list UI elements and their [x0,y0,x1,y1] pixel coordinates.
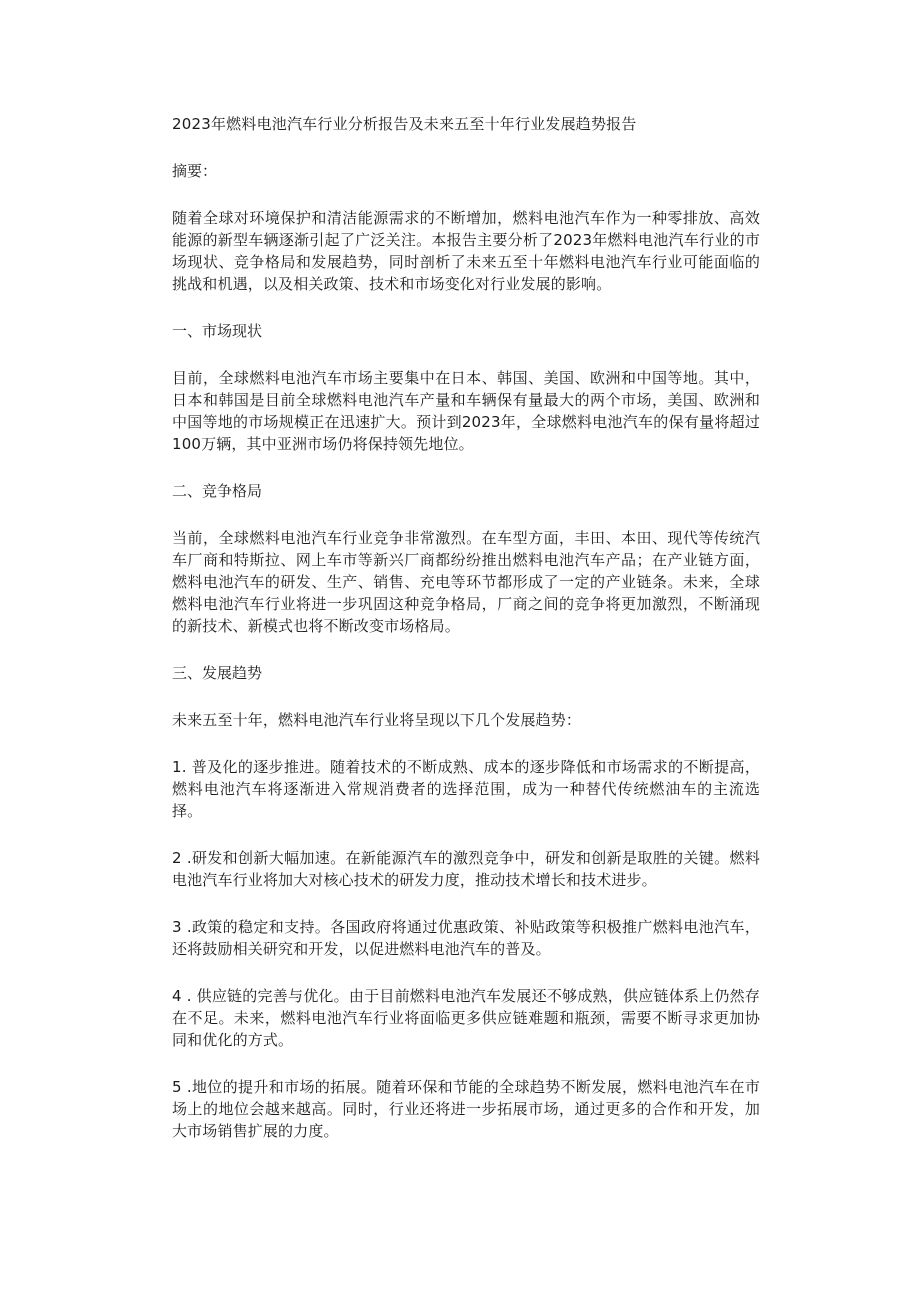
trend-item-1: 1. 普及化的逐步推进。随着技术的不断成熟、成本的逐步降低和市场需求的不断提高，燃料电池汽车将逐渐进入常规消费者的选择范围，成为一种替代传统燃油车的主流选择。 [172,758,760,820]
section-paragraph-market: 目前，全球燃料电池汽车市场主要集中在日本、韩国、美国、欧洲和中国等地。其中，日本和韩国是目前全球燃料电池汽车产量和车辆保有量最大的两个市场，美国、欧洲和中国等地的市场规模正在迅速扩大。预计到2023年，全球燃料电池汽车的保有量将超过100万辆，其中亚洲市场仍将保持领先地位。 [172,369,760,453]
abstract-label: 摘要： [172,162,218,180]
section-paragraph-competition: 当前，全球燃料电池汽车行业竞争非常激烈。在车型方面，丰田、本田、现代等传统汽车厂商和特斯拉、网上车市等新兴厂商都纷纷推出燃料电池汽车产品；在产业链方面，燃料电池汽车的研发、生产、销售、充电等环节都形成了一定的产业链条。未来，全球燃料电池汽车行业将进一步巩固这种竞争格局，厂商之间的竞争将更加激烈，不断涌现的新技术、新模式也将不断改变市场格局。 [172,529,760,635]
trend-item-5: 5 .地位的提升和市场的拓展。随着环保和节能的全球趋势不断发展，燃料电池汽车在市场上的地位会越来越高。同时，行业还将进一步拓展市场，通过更多的合作和开发，加大市场销售扩展的力度。 [172,1078,760,1140]
trend-item-4: 4 . 供应链的完善与优化。由于目前燃料电池汽车发展还不够成熟，供应链体系上仍然存在不足。未来，燃料电池汽车行业将面临更多供应链难题和瓶颈，需要不断寻求更加协同和优化的方式。 [172,987,760,1049]
document-page [172,113,760,1167]
section-heading-trends: 三、发展趋势 [172,664,263,682]
trend-item-3: 3 .政策的稳定和支持。各国政府将通过优惠政策、补贴政策等积极推广燃料电池汽车，还将鼓励相关研究和开发，以促进燃料电池汽车的普及。 [172,918,760,958]
section-heading-competition: 二、竞争格局 [172,482,263,500]
section-heading-market: 一、市场现状 [172,322,263,340]
abstract-paragraph: 随着全球对环境保护和清洁能源需求的不断增加，燃料电池汽车作为一种零排放、高效能源的新型车辆逐渐引起了广泛关注。本报告主要分析了2023年燃料电池汽车行业的市场现状、竞争格局和发展趋势，同时剖析了未来五至十年燃料电池汽车行业可能面临的挑战和机遇，以及相关政策、技术和市场变化对行业发展的影响。 [172,209,760,293]
section-paragraph-trends-intro: 未来五至十年，燃料电池汽车行业将呈现以下几个发展趋势： [172,711,582,729]
trend-item-2: 2 .研发和创新大幅加速。在新能源汽车的激烈竞争中，研发和创新是取胜的关键。燃料电池汽车行业将加大对核心技术的研发力度，推动技术增长和技术进步。 [172,849,760,889]
document-title: 2023年燃料电池汽车行业分析报告及未来五至十年行业发展趋势报告 [172,115,637,133]
